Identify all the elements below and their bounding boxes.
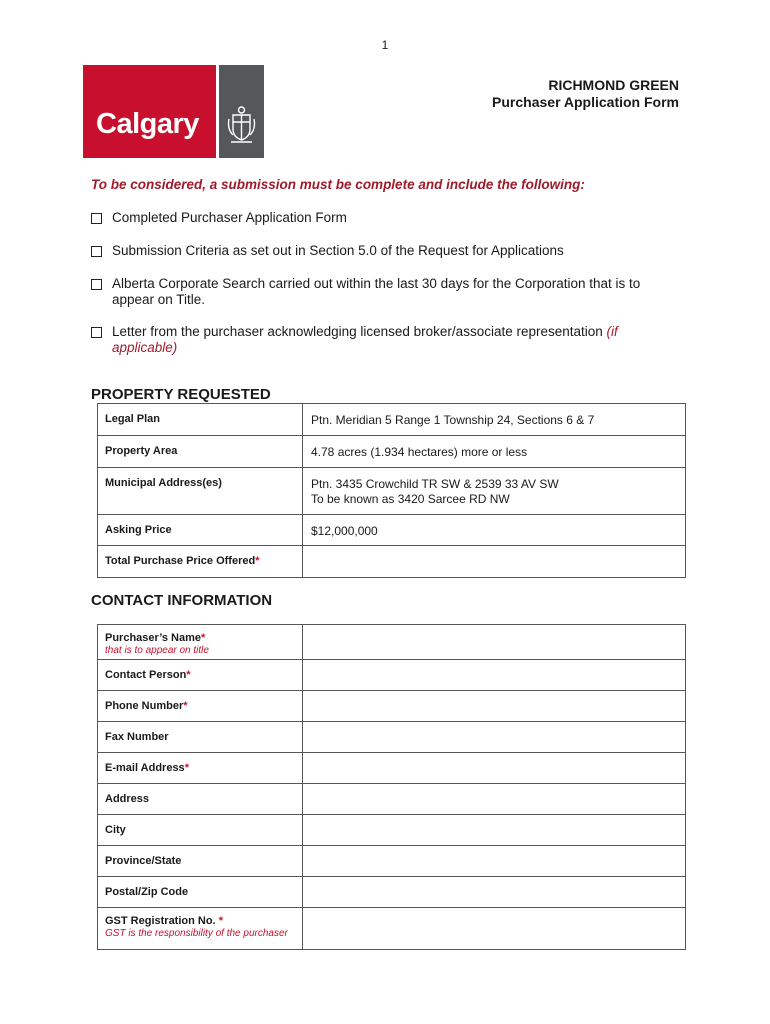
postal-zip-code-field[interactable] (303, 877, 686, 908)
document-header (492, 77, 679, 111)
table-row (98, 722, 686, 753)
row-label: Municipal Address(es) (98, 468, 303, 515)
row-label: Address (98, 784, 303, 815)
email-address-field[interactable] (303, 753, 686, 784)
checkbox[interactable] (91, 246, 102, 257)
row-label: Phone Number* (98, 691, 303, 722)
row-label: Total Purchase Price Offered* (98, 546, 303, 578)
document-subtitle: Purchaser Application Form (492, 94, 679, 110)
table-row (98, 784, 686, 815)
submission-instructions: To be considered, a submission must be complete and include the following: (91, 177, 585, 192)
gst-registration-field[interactable] (303, 908, 686, 950)
checklist-item-text: Submission Criteria as set out in Section 5.0 of the Request for Applications (112, 243, 564, 258)
legal-plan-value: Ptn. Meridian 5 Range 1 Township 24, Sections 6 & 7 (303, 404, 686, 436)
row-label: Postal/Zip Code (98, 877, 303, 908)
table-row (98, 908, 686, 950)
asking-price-value: $12,000,000 (303, 515, 686, 546)
required-marker: * (183, 700, 188, 712)
logo-red-block (83, 65, 216, 158)
crest-icon (227, 105, 256, 145)
row-label: E-mail Address* (98, 753, 303, 784)
logo-grey-block (219, 65, 264, 158)
province-state-field[interactable] (303, 846, 686, 877)
section-title-property: PROPERTY REQUESTED (91, 386, 271, 403)
section-title-contact: CONTACT INFORMATION (91, 592, 273, 609)
table-row (98, 846, 686, 877)
city-field[interactable] (303, 815, 686, 846)
row-label: Purchaser’s Name* that is to appear on title (98, 625, 303, 660)
checklist-item (91, 210, 681, 226)
field-note: GST is the responsibility of the purchaser (105, 928, 288, 939)
required-marker: * (218, 915, 223, 927)
table-row (98, 515, 686, 546)
total-price-offered-field[interactable] (303, 546, 686, 578)
table-row (98, 660, 686, 691)
required-marker: * (201, 632, 206, 644)
checklist-item (91, 276, 681, 308)
table-row (98, 691, 686, 722)
checklist-item (91, 243, 681, 259)
checkbox[interactable] (91, 213, 102, 224)
municipal-address-value: Ptn. 3435 Crowchild TR SW & 2539 33 AV SW To be known as 3420 Sarcee RD NW (303, 468, 686, 515)
table-row (98, 546, 686, 578)
checklist-item-text: Letter from the purchaser acknowledging licensed broker/associate representation (if applicable) (112, 324, 618, 355)
table-row (98, 815, 686, 846)
required-marker: * (184, 762, 189, 774)
contact-table (97, 624, 686, 950)
submission-checklist (91, 210, 681, 356)
row-label: Legal Plan (98, 404, 303, 436)
checkbox[interactable] (91, 279, 102, 290)
row-label: GST Registration No. * GST is the responsibility of the purchaser (98, 908, 303, 950)
required-marker: * (255, 555, 260, 567)
row-label: Asking Price (98, 515, 303, 546)
row-label: Fax Number (98, 722, 303, 753)
checkbox[interactable] (91, 327, 102, 338)
contact-person-field[interactable] (303, 660, 686, 691)
field-note: that is to appear on title (105, 645, 209, 656)
address-field[interactable] (303, 784, 686, 815)
table-row (98, 877, 686, 908)
purchaser-name-field[interactable] (303, 625, 686, 660)
table-row (98, 436, 686, 468)
checklist-item-text: Completed Purchaser Application Form (112, 210, 347, 225)
checklist-item-note: (if applicable) (112, 324, 618, 355)
calgary-logo (83, 65, 264, 158)
checklist-item (91, 324, 681, 356)
required-marker: * (186, 669, 191, 681)
row-label: Property Area (98, 436, 303, 468)
checklist-item-text: Alberta Corporate Search carried out within the last 30 days for the Corporation that is to appear on Title. (112, 276, 641, 307)
table-row (98, 753, 686, 784)
table-row (98, 625, 686, 660)
row-label: Contact Person* (98, 660, 303, 691)
document-title: RICHMOND GREEN (548, 77, 679, 93)
row-label: City (98, 815, 303, 846)
fax-number-field[interactable] (303, 722, 686, 753)
phone-number-field[interactable] (303, 691, 686, 722)
property-area-value: 4.78 acres (1.934 hectares) more or less (303, 436, 686, 468)
logo-text: Calgary (96, 108, 199, 140)
property-table (97, 403, 686, 578)
table-row (98, 404, 686, 436)
row-label: Province/State (98, 846, 303, 877)
page-number: 1 (381, 38, 389, 52)
table-row (98, 468, 686, 515)
